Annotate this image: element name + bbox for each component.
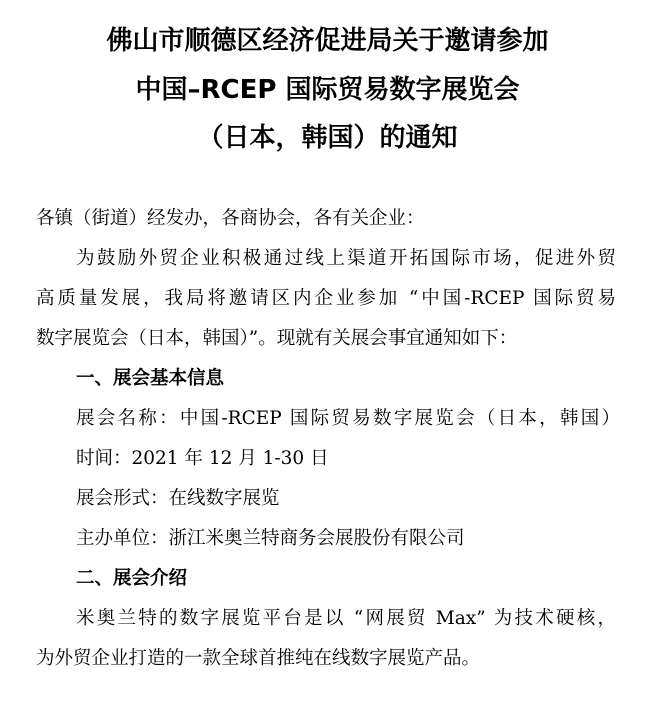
expo-organizer: 主办单位：浙江米奥兰特商务会展股份有限公司 — [76, 528, 465, 549]
intro-section-line-2: 为外贸企业打造的一款全球首推纯在线数字展览产品。 — [36, 648, 481, 669]
addressee: 各镇（街道）经发办，各商协会，各有关企业： — [36, 208, 425, 229]
intro-paragraph-line-3: 数字展览会（日本，韩国）”。现就有关展会事宜通知如下： — [36, 328, 518, 349]
intro-section-line-1: 米奥兰特的数字展览平台是以 “网展贸 Max” 为技术硬核， — [76, 608, 616, 629]
expo-time: 时间：2021 年 12 月 1-30 日 — [76, 448, 329, 469]
expo-name: 展会名称：中国-RCEP 国际贸易数字展览会（日本，韩国） — [76, 408, 620, 429]
notice-title-line-3: （日本，韩国）的通知 — [197, 123, 458, 153]
expo-form: 展会形式：在线数字展览 — [76, 488, 280, 509]
notice-title-line-1: 佛山市顺德区经济促进局关于邀请参加 — [106, 26, 549, 56]
section-1-heading: 一、展会基本信息 — [76, 368, 225, 389]
section-2-heading: 二、展会介绍 — [76, 568, 188, 589]
notice-title-line-2: 中国–RCEP 国际贸易数字展览会 — [135, 75, 520, 105]
intro-paragraph-line-2: 高质量发展，我局将邀请区内企业参加 “中国-RCEP 国际贸易 — [36, 288, 616, 309]
intro-paragraph-line-1: 为鼓励外贸企业积极通过线上渠道开拓国际市场，促进外贸 — [76, 248, 616, 269]
